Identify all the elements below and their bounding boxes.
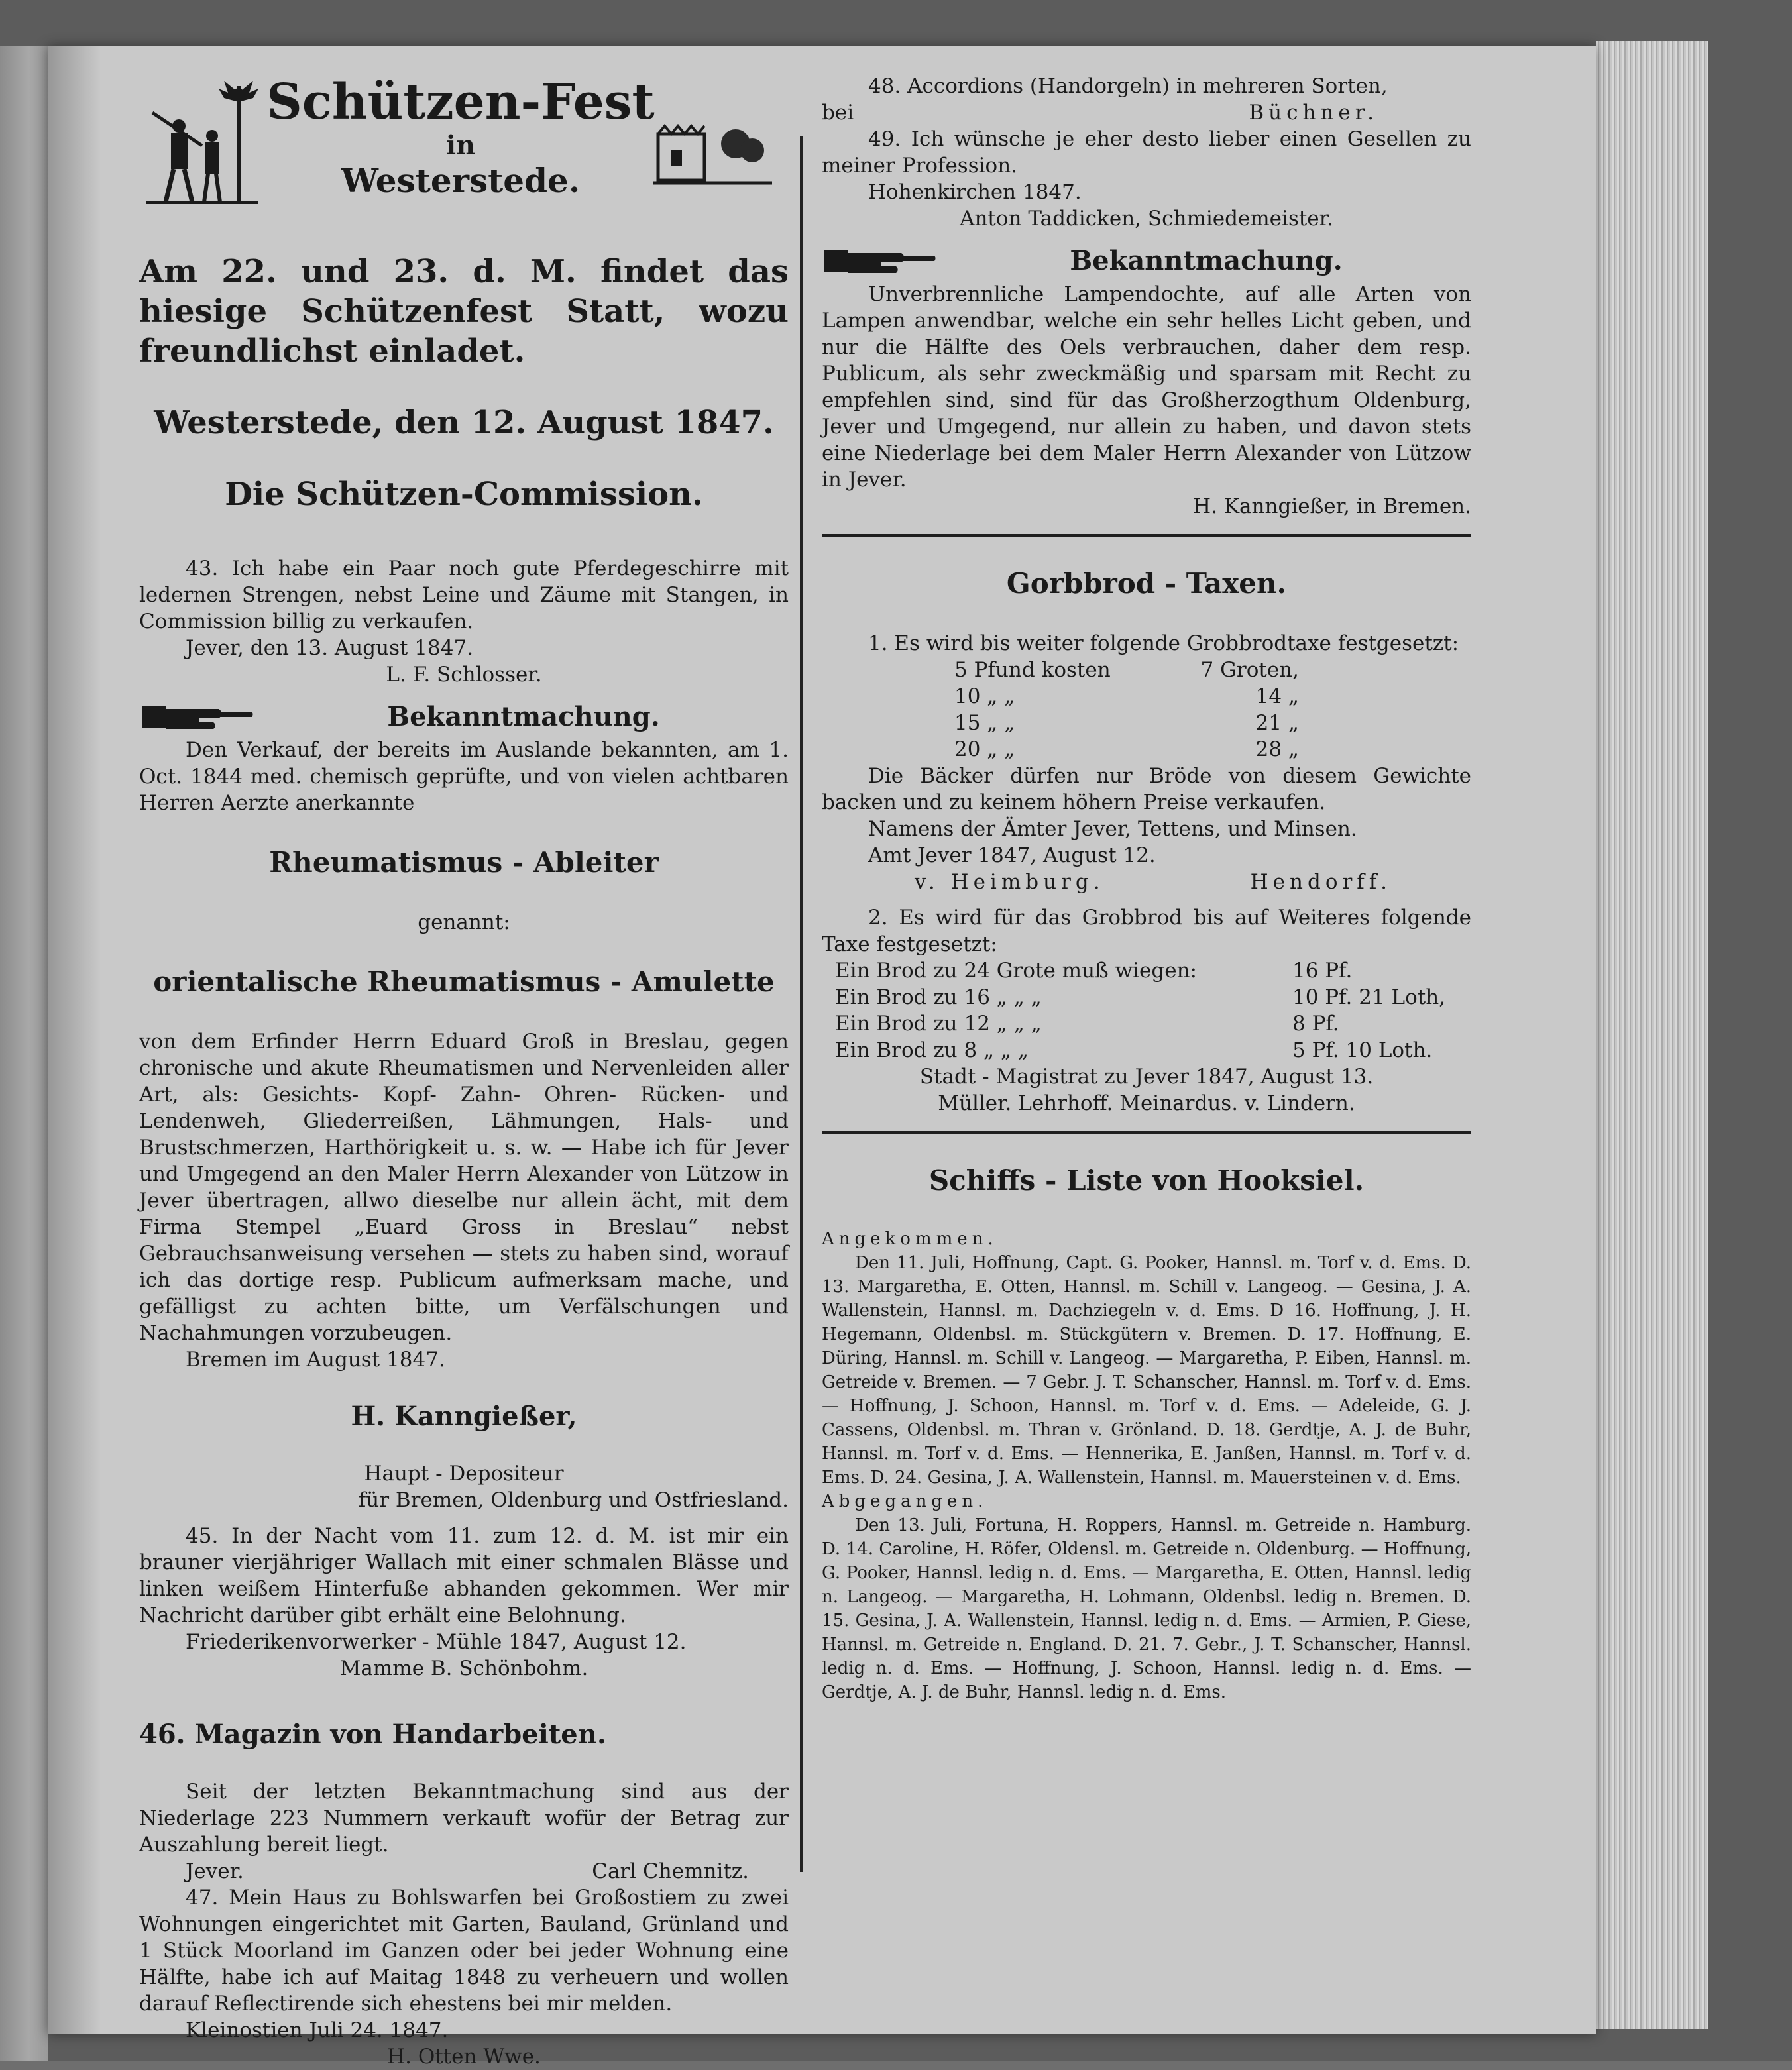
- tax-signatures-1: [822, 869, 1471, 895]
- ad-47-signature: H. Otten Wwe.: [387, 2045, 541, 2069]
- ad-43-text: 43. Ich habe ein Paar noch gute Pferdegeschirre mit ledernen Strengen, nebst Leine und Zäume mit Stangen, in Commission billig zu verkaufen.: [139, 557, 789, 633]
- tax-sign-b: Hendorff.: [1250, 870, 1392, 894]
- pointing-hand-icon: [139, 697, 258, 737]
- rheuma-product2: orientalische Rheumatismus - Amulette: [153, 965, 775, 998]
- rheuma-role: Haupt - Depositeur: [364, 1462, 564, 1486]
- rheuma-signature: H. Kanngießer,: [351, 1401, 577, 1432]
- fest-announcement: Am 22. und 23. d. M. findet das hiesige Schützenfest Statt, wozu freundlichst einladet.: [139, 253, 789, 370]
- lamp-heading-row: [822, 241, 1471, 281]
- ad-46-footer: [139, 1858, 789, 1884]
- pointing-hand-icon: [822, 241, 941, 281]
- rheuma-heading-row: [139, 697, 789, 737]
- rheuma-intro: Den Verkauf, der bereits im Auslande bekannten, am 1. Oct. 1844 med. chemisch geprüfte, und von vielen achtbaren Herren Aerzte anerkannte: [139, 738, 789, 815]
- ad-45-date: Friederikenvorwerker - Mühle 1847, August 12.: [186, 1630, 687, 1654]
- schuetzenfest-header: [139, 73, 789, 220]
- left-column: [139, 73, 789, 2070]
- tax-heading: Gorbbrod - Taxen.: [1006, 567, 1287, 600]
- page-stack-edge: [1596, 41, 1708, 2029]
- ad-47-text: 47. Mein Haus zu Bohlswarfen bei Großostiem zu zwei Wohnungen eingerichtet mit Garten, Bauland, Grünland und 1 Stück Moorland im Ganzen oder bei jeder Wohnung eine Hälfte, habe ich auf Maitag 1848 zu verheuern und wollen darauf Reflectirende sich ehestens bei mir melden.: [139, 1886, 789, 2016]
- section-rule: [822, 534, 1471, 537]
- ad-47-date: Kleinostien Juli 24. 1847.: [186, 2018, 449, 2042]
- tax-row: Ein Brod zu 16 „ „ „ 10 Pf. 21 Loth,: [835, 985, 1446, 1009]
- tax-p1c: Namens der Ämter Jever, Tettens, und Minsen.: [868, 817, 1357, 841]
- ad-45-signature: Mamme B. Schönbohm.: [339, 1657, 588, 1680]
- rheuma-product: Rheumatismus - Ableiter: [269, 846, 659, 879]
- tax-table-1: [822, 657, 1299, 763]
- marksmen-vignette-icon: [139, 73, 265, 205]
- ships-departed-heading: Abgegangen.: [822, 1492, 988, 1511]
- rheuma-body: von dem Erfinder Herrn Eduard Groß in Breslau, gegen chronische und akute Rheumatismen und Nervenleiden aller Art, als: Gesichts- Kopf- Zahn- Ohren- Rücken- und Lendenweh, Gliederreißen, Lähmungen, Hals- und Brustschmerzen, Harthörigkeit u. s. w. — Habe ich für Jever und Umgegend an den Maler Herrn Alexander von Lützow in Jever übertragen, allwo dieselbe nur allein ächt, mit dem Firma Stempel „Euard Gross in Breslau“ nebst Gebrauchsanweisung versehen — stets zu haben sind, worauf ich das dortige resp. Publicum aufmerksam mache, und gefälligst zu achten bitte, um Verfälschungen und Nachahmungen vorzubeugen.: [139, 1030, 789, 1345]
- rheuma-date: Bremen im August 1847.: [186, 1348, 445, 1372]
- ships-heading: Schiffs - Liste von Hooksiel.: [928, 1164, 1365, 1197]
- rheuma-called: genannt:: [418, 910, 510, 934]
- ad-43-signature: L. F. Schlosser.: [386, 663, 542, 686]
- fest-title: Schützen-Fest: [266, 74, 655, 131]
- tax-row: Ein Brod zu 8 „ „ „ 5 Pf. 10 Loth.: [835, 1038, 1433, 1062]
- tax-p1b: Die Bäcker dürfen nur Bröde von diesem Gewichte backen und zu keinem höhern Preise verkaufen.: [822, 764, 1471, 814]
- binding-shadow: [48, 46, 101, 2034]
- tax-signatures-2: Müller. Lehrhoff. Meinardus. v. Lindern.: [938, 1091, 1355, 1115]
- ships-arrived: Den 11. Juli, Hoffnung, Capt. G. Pooker, Hannsl. m. Torf v. d. Ems. D. 13. Margaretha, E. Otten, Hannsl. m. Schill v. Langeog. — Gesina, J. A. Wallenstein, Hannsl. m. Dachziegeln v. d. Ems. D 16. Hoffnung, J. H. Hegemann, Oldenbsl. m. Stückgütern v. Bremen. D. 17. Hoffnung, E. Düring, Hannsl. m. Schill v. Langeog. — Margaretha, P. Eiben, Hannsl. m. Getreide v. Bremen. — 7 Gebr. J. T. Schanscher, Hannsl. m. Torf v. d. Ems. — Hoffnung, J. Schoon, Hannsl. m. Torf v. d. Ems. — Adeleide, G. J. Cassens, Oldenbsl. m. Thran v. Grönland. D. 18. Gerdtje, A. J. de Buhr, Hannsl. m. Torf v. d. Ems. — Hennerika, E. Janßen, Hannsl. m. Torf v. d. Ems. D. 24. Gesina, J. A. Wallenstein, Hannsl. m. Mauersteinen v. d. Ems.: [822, 1253, 1471, 1488]
- tax-row: 15 „ „ 21 „: [954, 711, 1299, 735]
- ad-49-signature: Anton Taddicken, Schmiedemeister.: [960, 207, 1333, 231]
- ad-48-text: 48. Accordions (Handorgeln) in mehreren Sorten,: [868, 74, 1388, 98]
- rheuma-heading: Bekanntmachung.: [387, 701, 660, 732]
- ad-46-heading: 46. Magazin von Handarbeiten.: [139, 1719, 606, 1750]
- tax-p2: 2. Es wird für das Grobbrod bis auf Weiteres folgende Taxe festgesetzt:: [822, 906, 1471, 956]
- ad-48-footer: [822, 99, 1471, 126]
- ad-48-seller: Büchner.: [1249, 101, 1378, 125]
- tax-sign-a: v. Heimburg.: [915, 870, 1105, 894]
- right-column: [822, 73, 1471, 1704]
- ships-departed: Den 13. Juli, Fortuna, H. Roppers, Hannsl. m. Getreide n. Hamburg. D. 14. Caroline, H. Röfer, Oldensl. m. Getreide n. Oldenburg. — Hoffnung, G. Pooker, Hannsl. ledig n. d. Ems. — Margaretha, E. Otten, Hannsl. ledig n. Langeog. — Margaretha, H. Lohmann, Oldenbsl. ledig n. Bremen. D. 15. Gesina, J. A. Wallenstein, Hannsl. ledig n. d. Ems. — Armien, P. Giese, Hannsl. m. Getreide n. England. D. 21. 7. Gebr., J. T. Schanscher, Hannsl. ledig n. d. Ems. — Hoffnung, J. Schoon, Hannsl. ledig n. d. Ems. — Gerdtje, A. J. de Buhr, Hannsl. ledig n. d. Ems.: [822, 1515, 1471, 1702]
- ad-46-place: Jever.: [186, 1859, 244, 1883]
- ad-46-text: Seit der letzten Bekanntmachung sind aus der Niederlage 223 Nummern verkauft wofür der Betrag zur Auszahlung bereit liegt.: [139, 1780, 789, 1857]
- ad-45-text: 45. In der Nacht vom 11. zum 12. d. M. ist mir ein brauner vierjähriger Wallach mit einer schmalen Blässe und linken weißem Hinterfuße abhanden gekommen. Wer mir Nachricht darüber gibt erhält eine Belohnung.: [139, 1524, 789, 1627]
- fest-date: Westerstede, den 12. August 1847.: [154, 404, 774, 441]
- tax-p2b: Stadt - Magistrat zu Jever 1847, August 13.: [919, 1065, 1374, 1089]
- tax-row: 20 „ „ 28 „: [954, 737, 1299, 761]
- ad-48-bei: bei: [822, 101, 854, 125]
- fest-title-block: [265, 73, 656, 201]
- lamp-signature: H. Kanngießer, in Bremen.: [1193, 494, 1471, 518]
- tax-row: 10 „ „ 14 „: [954, 684, 1299, 708]
- ruin-landscape-icon: [653, 114, 772, 187]
- lamp-text: Unverbrennliche Lampendochte, auf alle Arten von Lampen anwendbar, welche ein sehr helles Licht geben, und nur die Hälfte des Oels verbrauchen, daher dem resp. Publicum, als sehr zweckmäßig und sparsam mit Recht zu empfehlen sind, sind für das Großherzogthum Oldenburg, Jever und Umgegend, nur allein zu haben, und davon stets eine Niederlage bei dem Maler Herrn Alexander von Lützow in Jever.: [822, 282, 1471, 492]
- lamp-heading: Bekanntmachung.: [1070, 245, 1343, 276]
- section-rule: [822, 1131, 1471, 1134]
- ad-46-signature: Carl Chemnitz.: [592, 1859, 749, 1883]
- previous-page-edge: [0, 46, 48, 2061]
- ad-43-date: Jever, den 13. August 1847.: [186, 636, 474, 660]
- tax-p1: 1. Es wird bis weiter folgende Grobbrodtaxe festgesetzt:: [868, 631, 1459, 655]
- tax-p1d: Amt Jever 1847, August 12.: [868, 844, 1156, 867]
- ad-49-text: 49. Ich wünsche je eher desto lieber einen Gesellen zu meiner Profession.: [822, 127, 1471, 178]
- tax-row: 5 Pfund kosten 7 Groten,: [954, 658, 1299, 682]
- column-divider: [800, 136, 803, 1872]
- tax-row: Ein Brod zu 24 Grote muß wiegen: 16 Pf.: [835, 959, 1353, 983]
- tax-row: Ein Brod zu 12 „ „ „ 8 Pf.: [835, 1012, 1339, 1036]
- fest-signature: Die Schützen-Commission.: [225, 476, 703, 513]
- fest-in: in: [445, 130, 476, 161]
- rheuma-region: für Bremen, Oldenburg und Ostfriesland.: [358, 1488, 789, 1512]
- ships-arrived-heading: Angekommen.: [822, 1229, 998, 1249]
- ad-49-date: Hohenkirchen 1847.: [868, 180, 1082, 204]
- fest-place: Westerstede.: [341, 161, 581, 200]
- tax-table-2: [822, 957, 1471, 1063]
